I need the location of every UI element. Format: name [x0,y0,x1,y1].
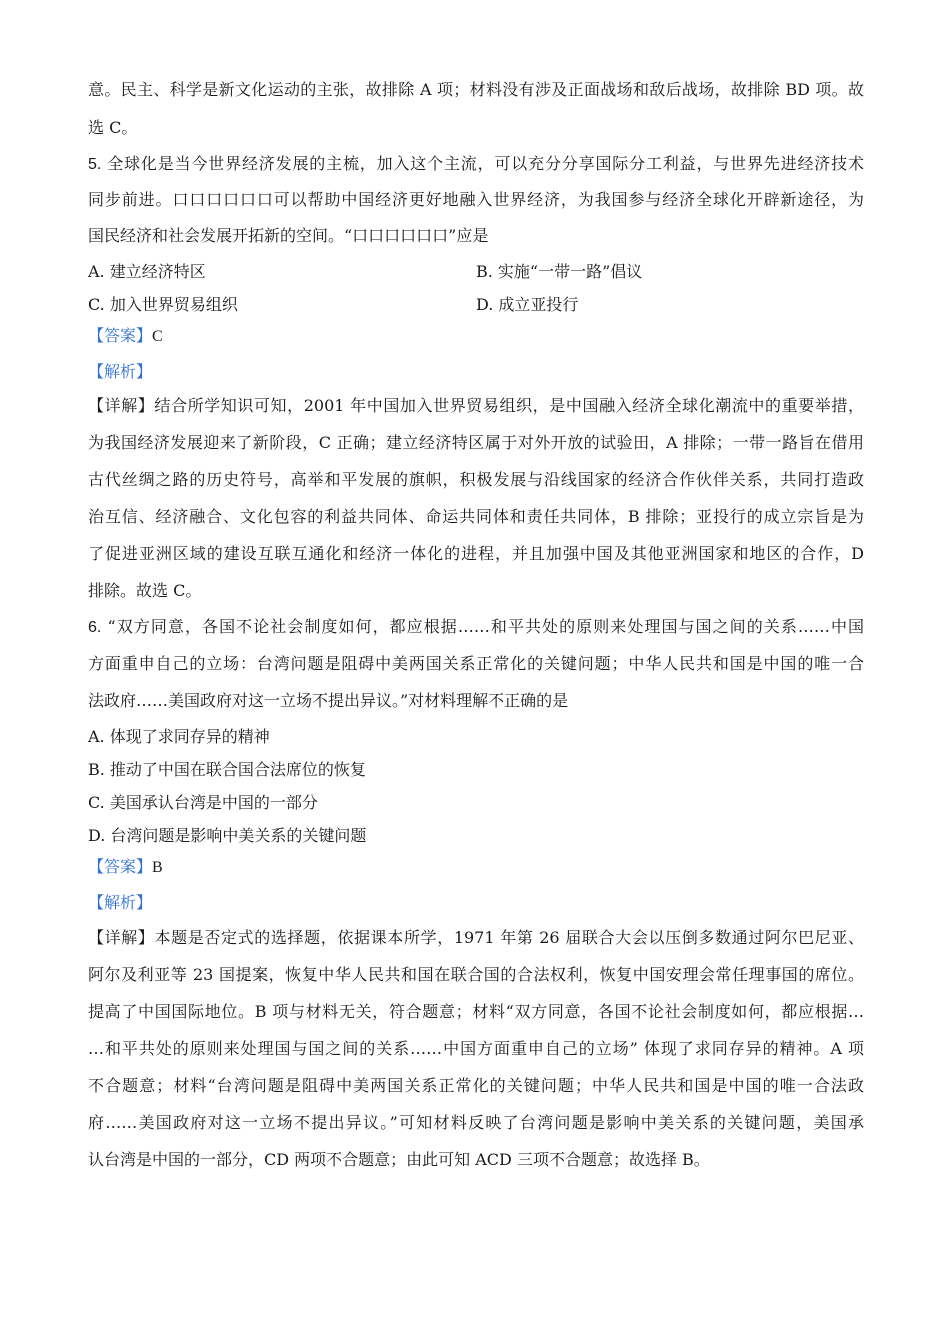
q6-detail-line: 认台湾是中国的一部分，CD 两项不合题意；由此可知 ACD 三项不合题意；故选择 B。 [88,1150,710,1169]
answer-label: 【答案】 [88,857,153,876]
q6-option-b: B. 推动了中国在联合国合法席位的恢复 [88,760,366,779]
detail-text: 结合所学知识可知，2001 年中国加入世界贸易组织，是中国融入经济全球化潮流中的重要举措， [154,396,864,415]
detail-label: 【详解】 [88,396,155,415]
q5-stem-line: 同步前进。口口口口口口可以帮助中国经济更好地融入世界经济，为我国参与经济全球化开辟新途径，为 [88,190,864,209]
answer-value: C [152,328,163,345]
q5-detail-line: 为我国经济发展迎来了新阶段，C 正确；建立经济特区属于对外开放的试验田，A 排除；一带一路旨在借用 [88,433,864,452]
q5-option-b: B. 实施“一带一路”倡议 [476,262,643,281]
q5-detail-line: 古代丝绸之路的历史符号，高举和平发展的旗帜，积极发展与沿线国家的经济合作伙伴关系，共同打造政 [88,470,864,489]
q6-detail-line [88,927,864,949]
q5-option-c: C. 加入世界贸易组织 [88,295,238,314]
q6-analysis-label: 【解析】 [88,893,153,912]
q6-detail-line: 不合题意；材料“台湾问题是阻碍中美两国关系正常化的关键问题；中华人民共和国是中国的唯一合法政 [88,1076,864,1095]
q5-detail-line: 了促进亚洲区域的建设互联互通化和经济一体化的进程，并且加强中国及其他亚洲国家和地区的合作，D [88,544,864,563]
q5-option-a: A. 建立经济特区 [88,262,206,281]
prev-analysis-line: 选 C。 [88,118,138,137]
prev-analysis-line: 意。民主、科学是新文化运动的主张，故排除 A 项；材料没有涉及正面战场和敌后战场，故排除 BD 项。故 [88,80,864,99]
q6-stem-text: “双方同意，各国不论社会制度如何，都应根据……和平共处的原则来处理国与国之间的关系……中国 [107,617,865,636]
q6-answer [88,856,163,879]
q6-stem-line [88,616,864,639]
q5-stem-text: 全球化是当今世界经济发展的主梳，加入这个主流，可以充分分享国际分工利益，与世界先进经济技术 [107,154,864,173]
q5-detail-line: 排除。故选 C。 [88,581,202,600]
q5-stem-line: 国民经济和社会发展开拓新的空间。“口口口口口口”应是 [88,226,489,245]
q5-option-d: D. 成立亚投行 [476,295,579,314]
answer-label: 【答案】 [88,326,153,345]
q6-option-c: C. 美国承认台湾是中国的一部分 [88,793,318,812]
q6-number: 6. [88,619,102,636]
q5-analysis-label: 【解析】 [88,362,153,381]
q6-detail-line: 提高了中国国际地位。B 项与材料无关，符合题意；材料“双方同意，各国不论社会制度如何，都应根据… [88,1002,864,1021]
answer-value: B [152,859,163,876]
q6-detail-line: …和平共处的原则来处理国与国之间的关系……中国方面重申自己的立场” 体现了求同存异的精神。A 项 [88,1039,864,1058]
detail-text: 本题是否定式的选择题，依据课本所学，1971 年第 26 届联合大会以压倒多数通过阿尔巴尼亚、 [154,928,864,947]
q5-number: 5. [88,156,102,173]
q5-stem-line [88,153,864,176]
q6-option-d: D. 台湾问题是影响中美关系的关键问题 [88,826,367,845]
q6-detail-line: 阿尔及利亚等 23 国提案，恢复中华人民共和国在联合国的合法权利，恢复中国安理会常任理事国的席位。 [88,965,864,984]
q6-stem-line: 方面重申自己的立场：台湾问题是阻碍中美两国关系正常化的关键问题；中华人民共和国是中国的唯一合 [88,654,864,673]
detail-label: 【详解】 [88,928,155,947]
q6-detail-line: 府……美国政府对这一立场不提出异议。”可知材料反映了台湾问题是影响中美关系的关键问题，美国承 [88,1113,864,1132]
q5-detail-line: 治互信、经济融合、文化包容的利益共同体、命运共同体和责任共同体，B 排除；亚投行的成立宗旨是为 [88,507,864,526]
q6-stem-line: 法政府……美国政府对这一立场不提出异议。”对材料理解不正确的是 [88,691,569,710]
q5-answer [88,325,163,348]
q5-detail-line [88,395,864,417]
q6-option-a: A. 体现了求同存异的精神 [88,727,270,746]
